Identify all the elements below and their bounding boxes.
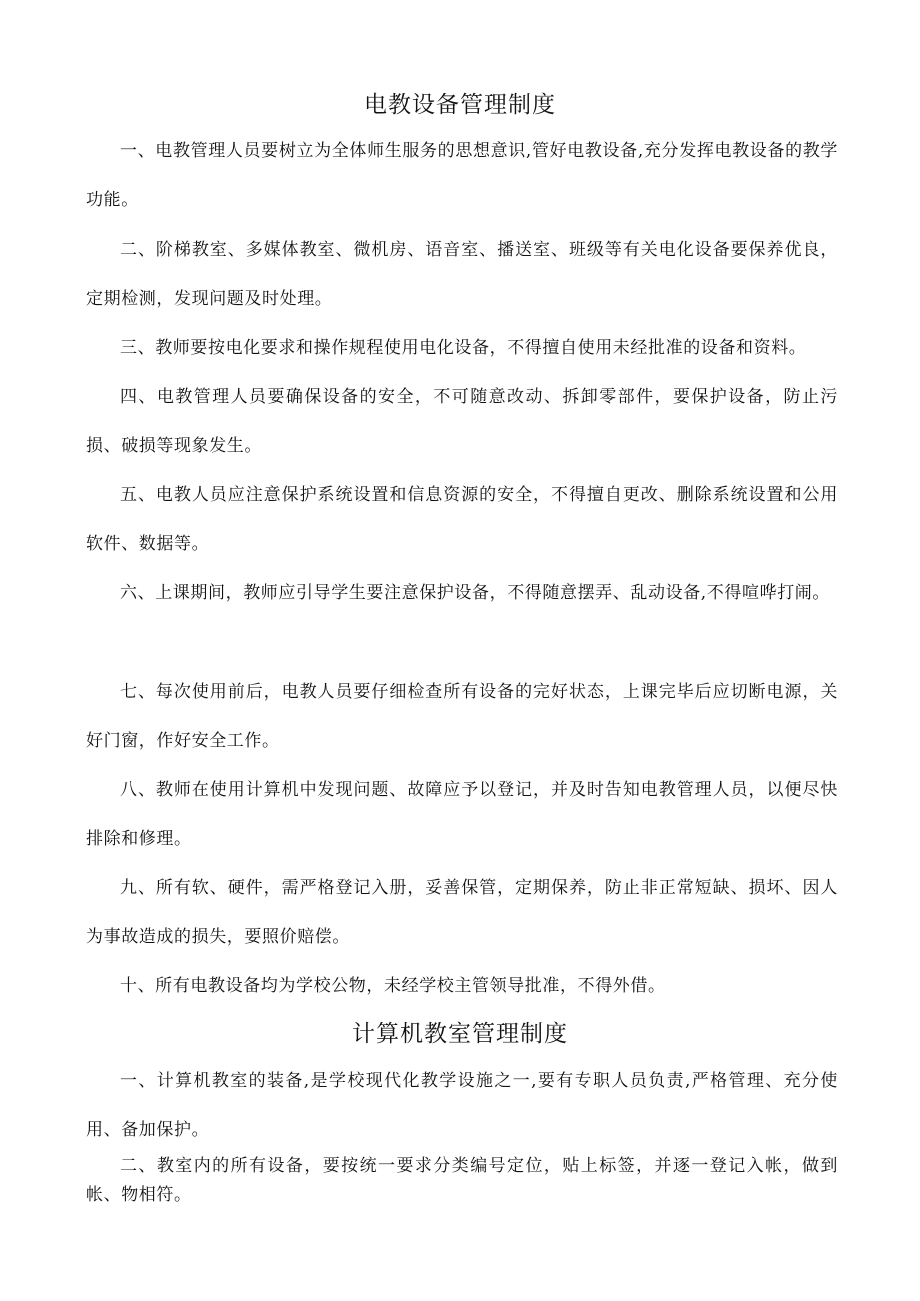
section-2-item-1: 一、计算机教室的装备,是学校现代化教学设施之一,要有专职人员负责,严格管理、充分使用、备加保护。 <box>86 1071 838 1140</box>
section-1-item-10: 十、所有电教设备均为学校公物，未经学校主管领导批准，不得外借。 <box>120 976 666 996</box>
section-1-item-9: 九、所有软、硬件，需严格登记入册，妥善保管，定期保养，防止非正常短缺、损坏、因人为事故造成的损失，要照价赔偿。 <box>86 878 838 947</box>
section-1-item-1: 一、电教管理人员要树立为全体师生服务的思想意识,管好电教设备,充分发挥电教设备的教学功能。 <box>86 141 838 210</box>
section-1-item-6: 六、上课期间，教师应引导学生要注意保护设备，不得随意摆弄、乱动设备,不得喧哗打闹。 <box>120 583 831 603</box>
section-1-item-4: 四、电教管理人员要确保设备的安全，不可随意改动、拆卸零部件，要保护设备，防止污损、破损等现象发生。 <box>86 387 838 456</box>
section-1-item-8: 八、教师在使用计算机中发现问题、故障应予以登记，并及时告知电教管理人员，以便尽快排除和修理。 <box>86 780 838 849</box>
section-1-item-5: 五、电教人员应注意保护系统设置和信息资源的安全，不得擅自更改、删除系统设置和公用软件、数据等。 <box>86 485 838 554</box>
section-1-item-7: 七、每次使用前后，电教人员要仔细检查所有设备的完好状态，上课完毕后应切断电源，关好门窗，作好安全工作。 <box>86 682 838 751</box>
section-1-item-3: 三、教师要按电化要求和操作规程使用电化设备，不得擅自使用未经批准的设备和资料。 <box>120 338 807 358</box>
section-1-title: 电教设备管理制度 <box>364 92 556 118</box>
section-2-title: 计算机教室管理制度 <box>352 1021 568 1047</box>
section-1-item-2: 二、阶梯教室、多媒体教室、微机房、语音室、播送室、班级等有关电化设备要保养优良，定期检测，发现问题及时处理。 <box>86 240 838 309</box>
section-2-item-2: 二、教室内的所有设备，要按统一要求分类编号定位，贴上标签，并逐一登记入帐，做到帐、物相符。 <box>86 1156 838 1205</box>
